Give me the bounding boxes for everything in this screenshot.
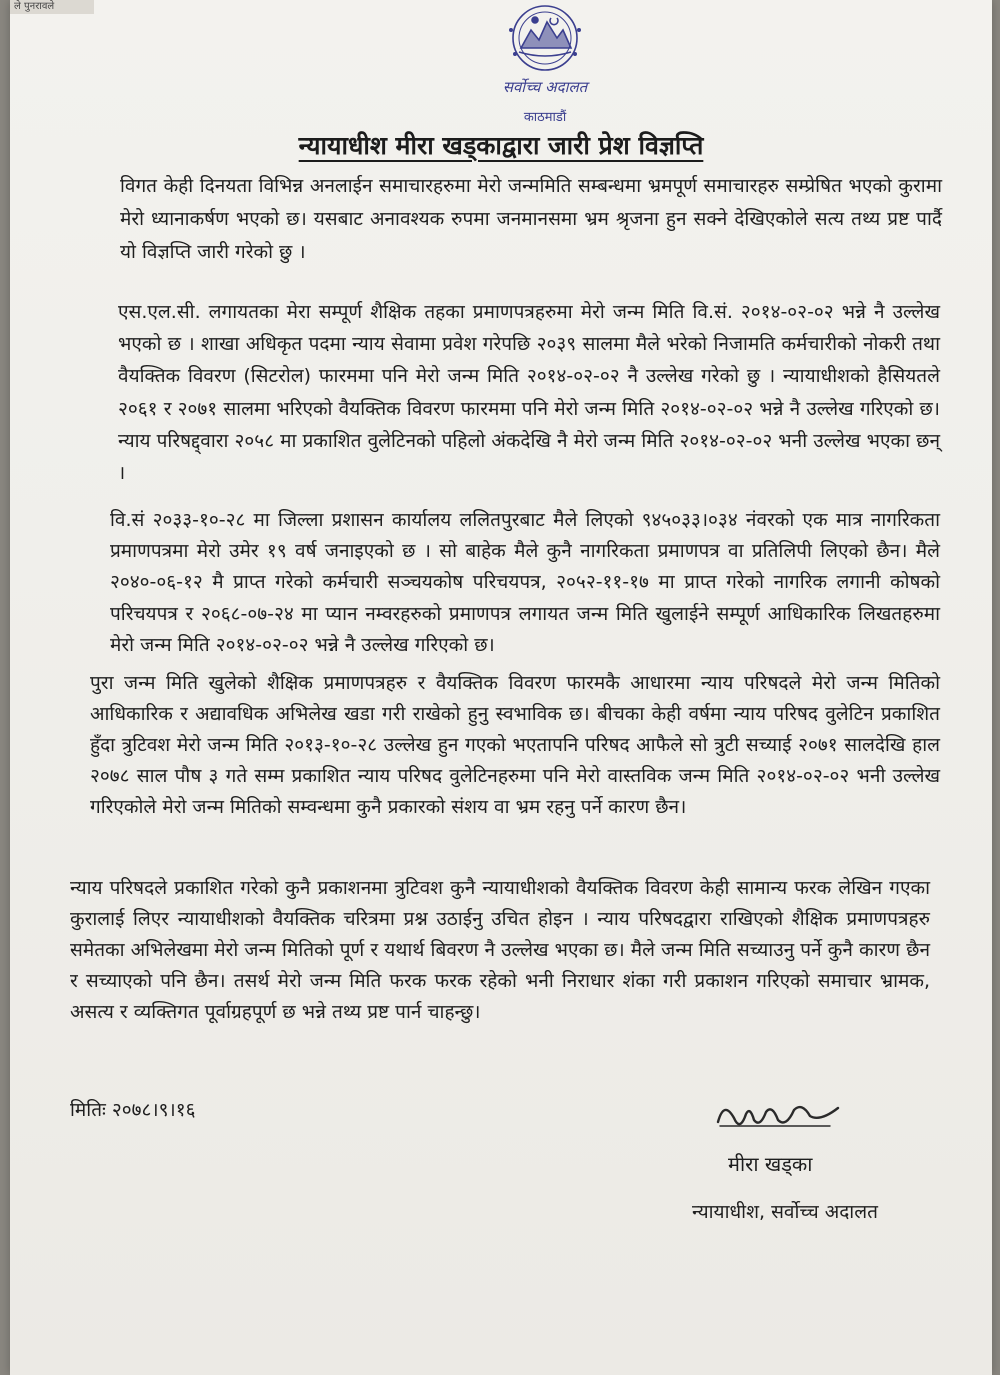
emblem-arc-text: सर्वोच्च अदालत: [502, 78, 588, 96]
emblem-dot: [509, 28, 513, 32]
paragraph-1: विगत केही दिनयता विभिन्न अनलाईन समाचारहरुमा मेरो जन्ममिति सम्बन्धमा भ्रमपूर्ण समाचारहरु सम्प्रेषित भएको कुरामा मेरो ध्यानाकर्षण भएको छ। यसबाट अनावश्यक रुपमा जनमानसमा भ्रम श्रृजना हुन सक्ने देखिएकोले सत्य तथ्य प्रष्ट पार्दै यो विज्ञप्ति जारी गरेको छु ।: [120, 175, 942, 263]
moon-icon: [550, 18, 558, 25]
signature-icon: [710, 1092, 850, 1142]
emblem-city: काठमाडौं: [523, 110, 567, 125]
emblem-base: [519, 52, 571, 56]
mountain-icon: [521, 22, 571, 48]
signer-title: न्यायाधीश, सर्वोच्च अदालत: [692, 1201, 878, 1223]
paragraph-4: पुरा जन्म मिति खुलेको शैक्षिक प्रमाणपत्रहरु र वैयक्तिक विवरण फारमकै आधारमा न्याय परिषदले मेरो जन्म मितिको आधिकारिक र अद्यावधिक अभिलेख खडा गरी राखेको हुनु स्वभाविक छ। बीचका केही वर्षमा न्याय परिषद वुलेटिन प्रकाशित हुँदा त्रुटिवश मेरो जन्म मिति २०१३-१०-२८ उल्लेख हुन गएको भएतापनि परिषद आफैले सो त्रुटी सच्याई २०७१ सालदेखि हाल २०७८ साल पौष ३ गते सम्म प्रकाशित न्याय परिषद वुलेटिनहरुमा पनि मेरो वास्तविक जन्म मिति २०१४-०२-०२ भनी उल्लेख गरिएकोले मेरो जन्म मितिको सम्वन्धमा कुनै प्रकारको संशय वा भ्रम रहनु पर्ने कारण छैन।: [90, 672, 940, 818]
emblem-dot: [513, 52, 517, 56]
emblem-dot: [577, 28, 581, 32]
sun-icon: [532, 17, 538, 23]
page-title: न्यायाधीश मीरा खड्काद्वारा जारी प्रेश विज्ञप्ति: [298, 131, 704, 160]
paragraph-5: न्याय परिषदले प्रकाशित गरेको कुनै प्रकाशनमा त्रुटिवश कुनै न्यायाधीशको वैयक्तिक विवरण केही सामान्य फरक लेखिन गएका कुरालाई लिएर न्यायाधीशको वैयक्तिक चरित्रमा प्रश्न उठाईनु उचित होइन । न्याय परिषदद्वारा राखिएको शैक्षिक प्रमाणपत्रहरु समेतका अभिलेखमा मेरो जन्म मितिको पूर्ण र यथार्थ बिवरण नै उल्लेख भएका छ। मैले जन्म मिति सच्याउनु पर्ने कुनै कारण छैन र सच्याएको पनि छैन। तसर्थ मेरो जन्म मिति फरक फरक रहेको भनी निराधार शंका गरी प्रकाशन गरिएको समाचार भ्रामक, असत्य र व्यक्तिगत पूर्वाग्रहपूर्ण छ भन्ने तथ्य प्रष्ट पार्न चाहन्छु।: [70, 877, 930, 1023]
paragraph-2: एस.एल.सी. लगायतका मेरा सम्पूर्ण शैक्षिक तहका प्रमाणपत्रहरुमा मेरो जन्म मिति वि.सं. २०१४-०२-०२ भन्ने नै उल्लेख भएको छ । शाखा अधिकृत पदमा न्याय सेवामा प्रवेश गरेपछि २०३९ सालमा मैले भरेको निजामति कर्मचारीको नोकरी तथा वैयक्तिक विवरण (सिटरोल) फारममा पनि मेरो जन्म मिति २०१४-०२-०२ नै उल्लेख गरेको छु । न्यायाधीशको हैसियतले २०६१ र २०७१ सालमा भरिएको वैयक्तिक विवरण फारममा पनि मेरो जन्म मिति २०१४-०२-०२ भन्ने नै उल्लेख गरिएको छ। न्याय परिषद्द्वारा २०५८ मा प्रकाशित वुलेटिनको पहिलो अंकदेखि नै मेरो जन्म मिति २०१४-०२-०२ भनी उल्लेख भएका छन् ।: [118, 301, 940, 485]
paragraph-3: वि.सं २०३३-१०-२८ मा जिल्ला प्रशासन कार्यालय ललितपुरबाट मैले लिएको ९४५०३३।०३४ नंवरको एक मात्र नागरिकता प्रमाणपत्रमा मेरो उमेर १९ वर्ष जनाइएको छ । सो बाहेक मैले कुनै नागरिकता प्रमाणपत्र वा प्रतिलिपी लिएको छैन। मैले २०४०-०६-१२ मै प्राप्त गरेको कर्मचारी सञ्चयकोष परिचयपत्र, २०५२-११-१७ मा प्राप्त गरेको नागरिक लगानी कोषको परिचयपत्र र २०६८-०७-२४ मा प्यान नम्वरहरुको प्रमाणपत्र लगायत जन्म मिति खुलाईने सम्पूर्ण आधिकारिक लिखतहरुमा मेरो जन्म मिति २०१४-०२-०२ भन्ने नै उल्लेख गरिएको छ।: [110, 509, 940, 656]
emblem-dot: [573, 52, 577, 56]
date-line: मितिः २०७८।९।१६: [70, 1099, 196, 1121]
signer-name: मीरा खड्का: [728, 1152, 813, 1176]
letter-page: [10, 0, 992, 1375]
corner-fragment-text: ले पुनरावले: [10, 0, 94, 14]
